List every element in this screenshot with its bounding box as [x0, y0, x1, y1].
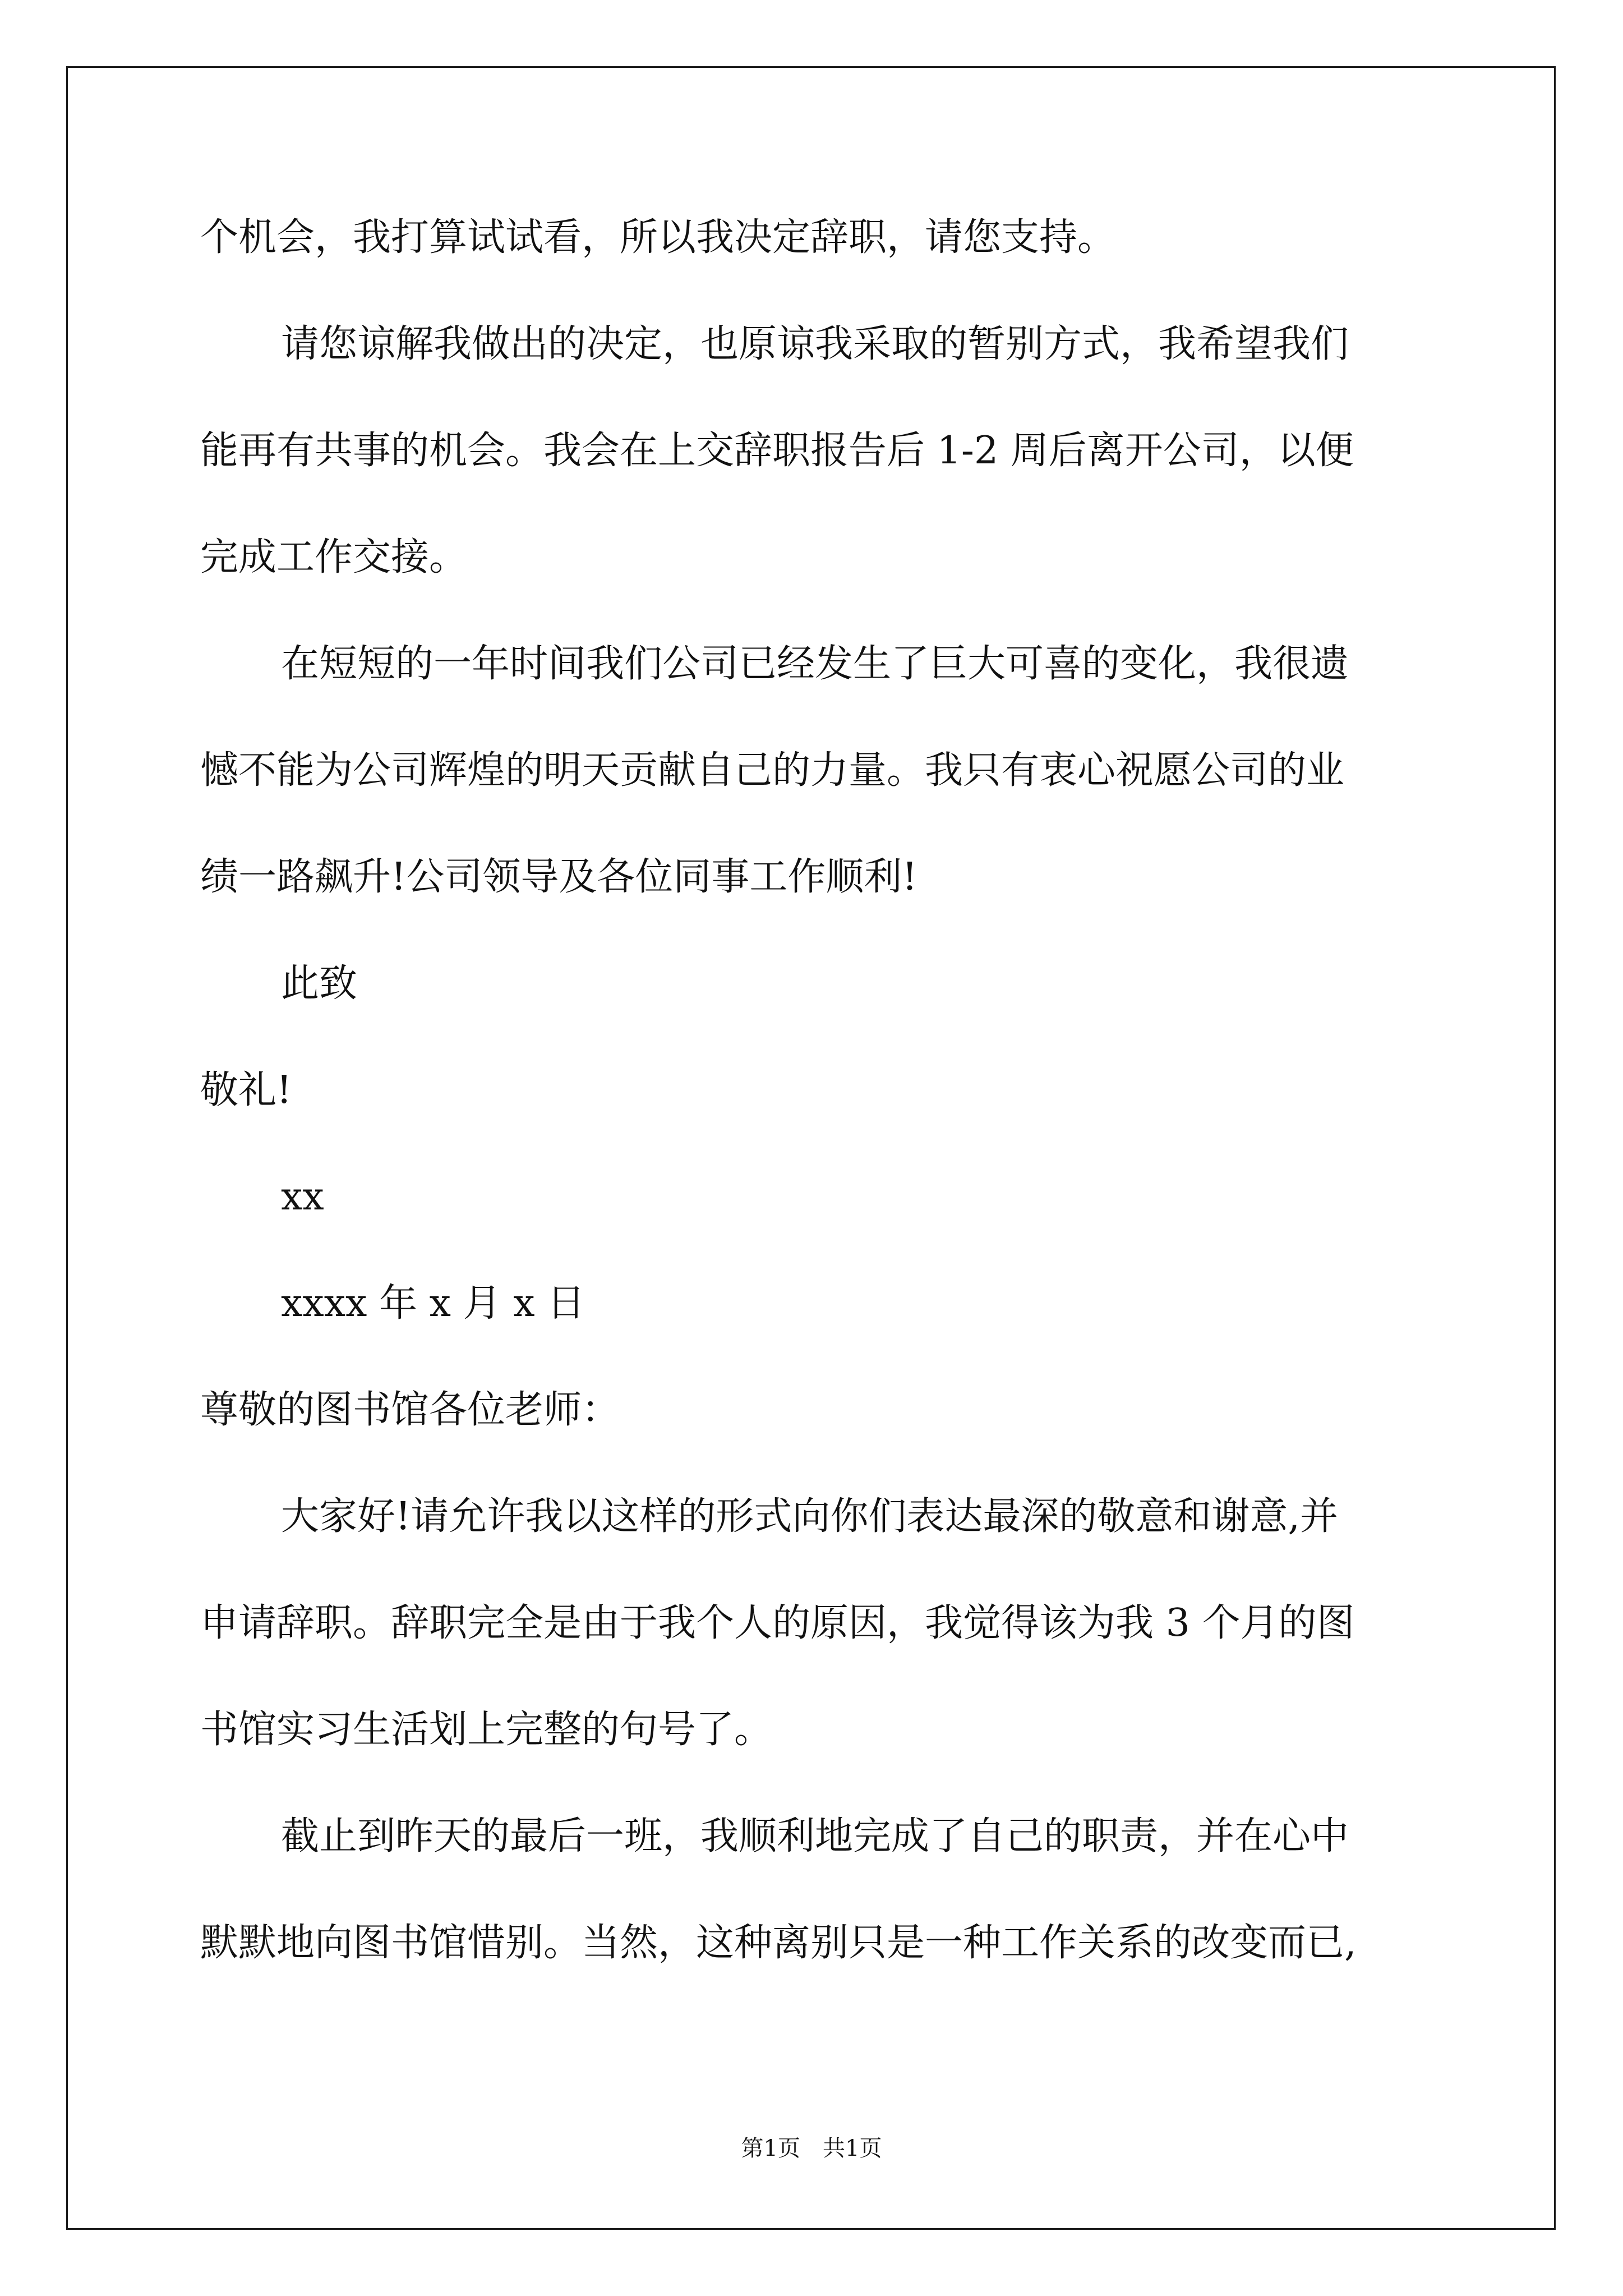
salutation-line: 敬礼!: [200, 1068, 292, 1112]
paragraph-line: 在短短的一年时间我们公司已经发生了巨大可喜的变化，我很遗: [281, 642, 1349, 686]
page-footer: 第1页 共1页: [741, 2136, 882, 2161]
letter-greeting: 尊敬的图书馆各位老师：: [200, 1388, 620, 1432]
paragraph-line: 大家好!请允许我以这样的形式向你们表达最深的敬意和谢意,并: [281, 1494, 1338, 1539]
signature-date: xxxx 年 x 月 x 日: [281, 1281, 585, 1326]
paragraph-line: 憾不能为公司辉煌的明天贡献自己的力量。我只有衷心祝愿公司的业: [200, 748, 1345, 793]
paragraph-line: 完成工作交接。: [200, 535, 468, 579]
paragraph-line: 默默地向图书馆惜别。当然，这种离别只是一种工作关系的改变而已,: [200, 1921, 1357, 1965]
paragraph-line: 申请辞职。辞职完全是由于我个人的原因，我觉得该为我 3 个月的图: [200, 1601, 1355, 1645]
paragraph-line: 书馆实习生活划上完整的句号了。: [200, 1708, 773, 1752]
paragraph-line: 能再有共事的机会。我会在上交辞职报告后 1-2 周后离开公司，以便: [200, 429, 1354, 473]
paragraph-line: 请您谅解我做出的决定，也原谅我采取的暂别方式，我希望我们: [281, 322, 1349, 366]
paragraph-line: 个机会，我打算试试看，所以我决定辞职，请您支持。: [200, 215, 1116, 260]
paragraph-line: 截止到昨天的最后一班，我顺利地完成了自己的职责，并在心中: [281, 1814, 1349, 1858]
signature-name: xx: [281, 1175, 324, 1219]
paragraph-line: 绩一路飙升!公司领导及各位同事工作顺利!: [200, 855, 917, 899]
closing-line: 此致: [281, 961, 358, 1006]
page-border: [66, 66, 1556, 2230]
